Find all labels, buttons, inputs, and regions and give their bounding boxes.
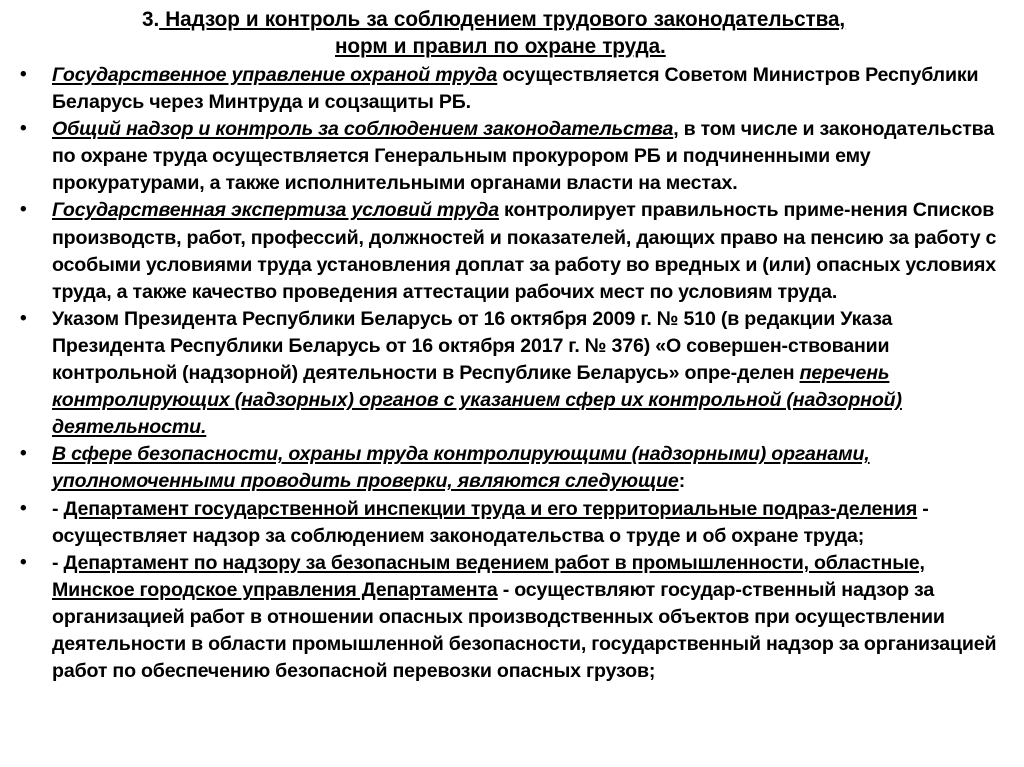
bullet-item: [14, 441, 1004, 495]
bullet-item: [14, 62, 1004, 116]
bullet-list: [8, 62, 1004, 685]
text-run: :: [678, 470, 686, 493]
bullet-item: [14, 496, 1004, 550]
page-title: [8, 6, 1004, 60]
text-run: -: [52, 551, 64, 574]
bullet-item: [14, 306, 1004, 441]
bullet-item: [14, 550, 1004, 685]
text-run: -: [52, 497, 64, 520]
bullet-item: [14, 197, 1004, 305]
text-run: Указом Президента Республики Беларусь от 16 октября 2009 г. № 510 (в редакции Указа Президента Республики Беларусь от 16 октября 2017 г. № 376) «О совершен-ствовании контрольной (надзорной) деятельности в Республике Беларусь» опре-делен: [52, 307, 893, 385]
text-run: Департамент государственной инспекции труда и его территориальные подраз-деления: [63, 497, 918, 520]
bullet-text: [52, 64, 978, 113]
bullet-text: [52, 118, 994, 194]
text-run: - осуществляет надзор за соблюдением законодательства о труде и об охране труда;: [52, 497, 929, 547]
title-line-1: Надзор и контроль за соблюдением трудового законодательства,: [158, 7, 845, 31]
text-run: контролирует правильность приме-нения Списков производств, работ, профессий, должностей и показателей, дающих право на пенсию за работу с особыми условиями труда установления доплат за работу во вредных и (или) опасных условиях труда, а также качество проведения аттестации рабочих мест по условиям труда.: [52, 199, 997, 303]
bullet-text: [52, 552, 996, 682]
bullet-text: [52, 498, 929, 547]
text-run: Департамент по надзору за безопасным ведением работ в промышленности, областные, Минское городское управления Департамента: [52, 551, 925, 601]
bullet-text: [52, 308, 902, 438]
bullet-text: [52, 443, 870, 492]
title-number: 3.: [141, 7, 159, 31]
text-run: Государственное управление охраной труда: [52, 64, 498, 86]
title-line-2: норм и правил по охране труда.: [334, 34, 666, 58]
bullet-item: [14, 116, 1004, 197]
text-run: В сфере безопасности, охраны труда контролирующими (надзорными) органами, уполномоченными проводить проверки, являются следующие: [52, 443, 870, 493]
text-run: перечень контролирующих (надзорных) органов с указанием сфер их контрольной (надзорной) деятельности.: [52, 362, 902, 439]
text-run: - осуществляют государ-ственный надзор за организацией работ в отношении опасных производственных объектов при осуществлении деятельности в области промышленной безопасности, государственный надзор за организацией работ по обеспечению безопасной перевозки опасных грузов;: [52, 578, 997, 683]
bullet-text: [52, 199, 996, 302]
text-run: , в том числе и законодательства по охране труда осуществляется Генеральным прокурором РБ и подчиненными ему прокуратурами, а также исполнительными органами власти на местах.: [52, 118, 995, 195]
text-run: Общий надзор и контроль за соблюдением законодательства: [52, 118, 674, 141]
text-run: осуществляется Советом Министров Республики Беларусь через Минтруда и соцзащиты РБ.: [52, 64, 979, 114]
text-run: Государственная экспертиза условий труда: [52, 199, 499, 222]
